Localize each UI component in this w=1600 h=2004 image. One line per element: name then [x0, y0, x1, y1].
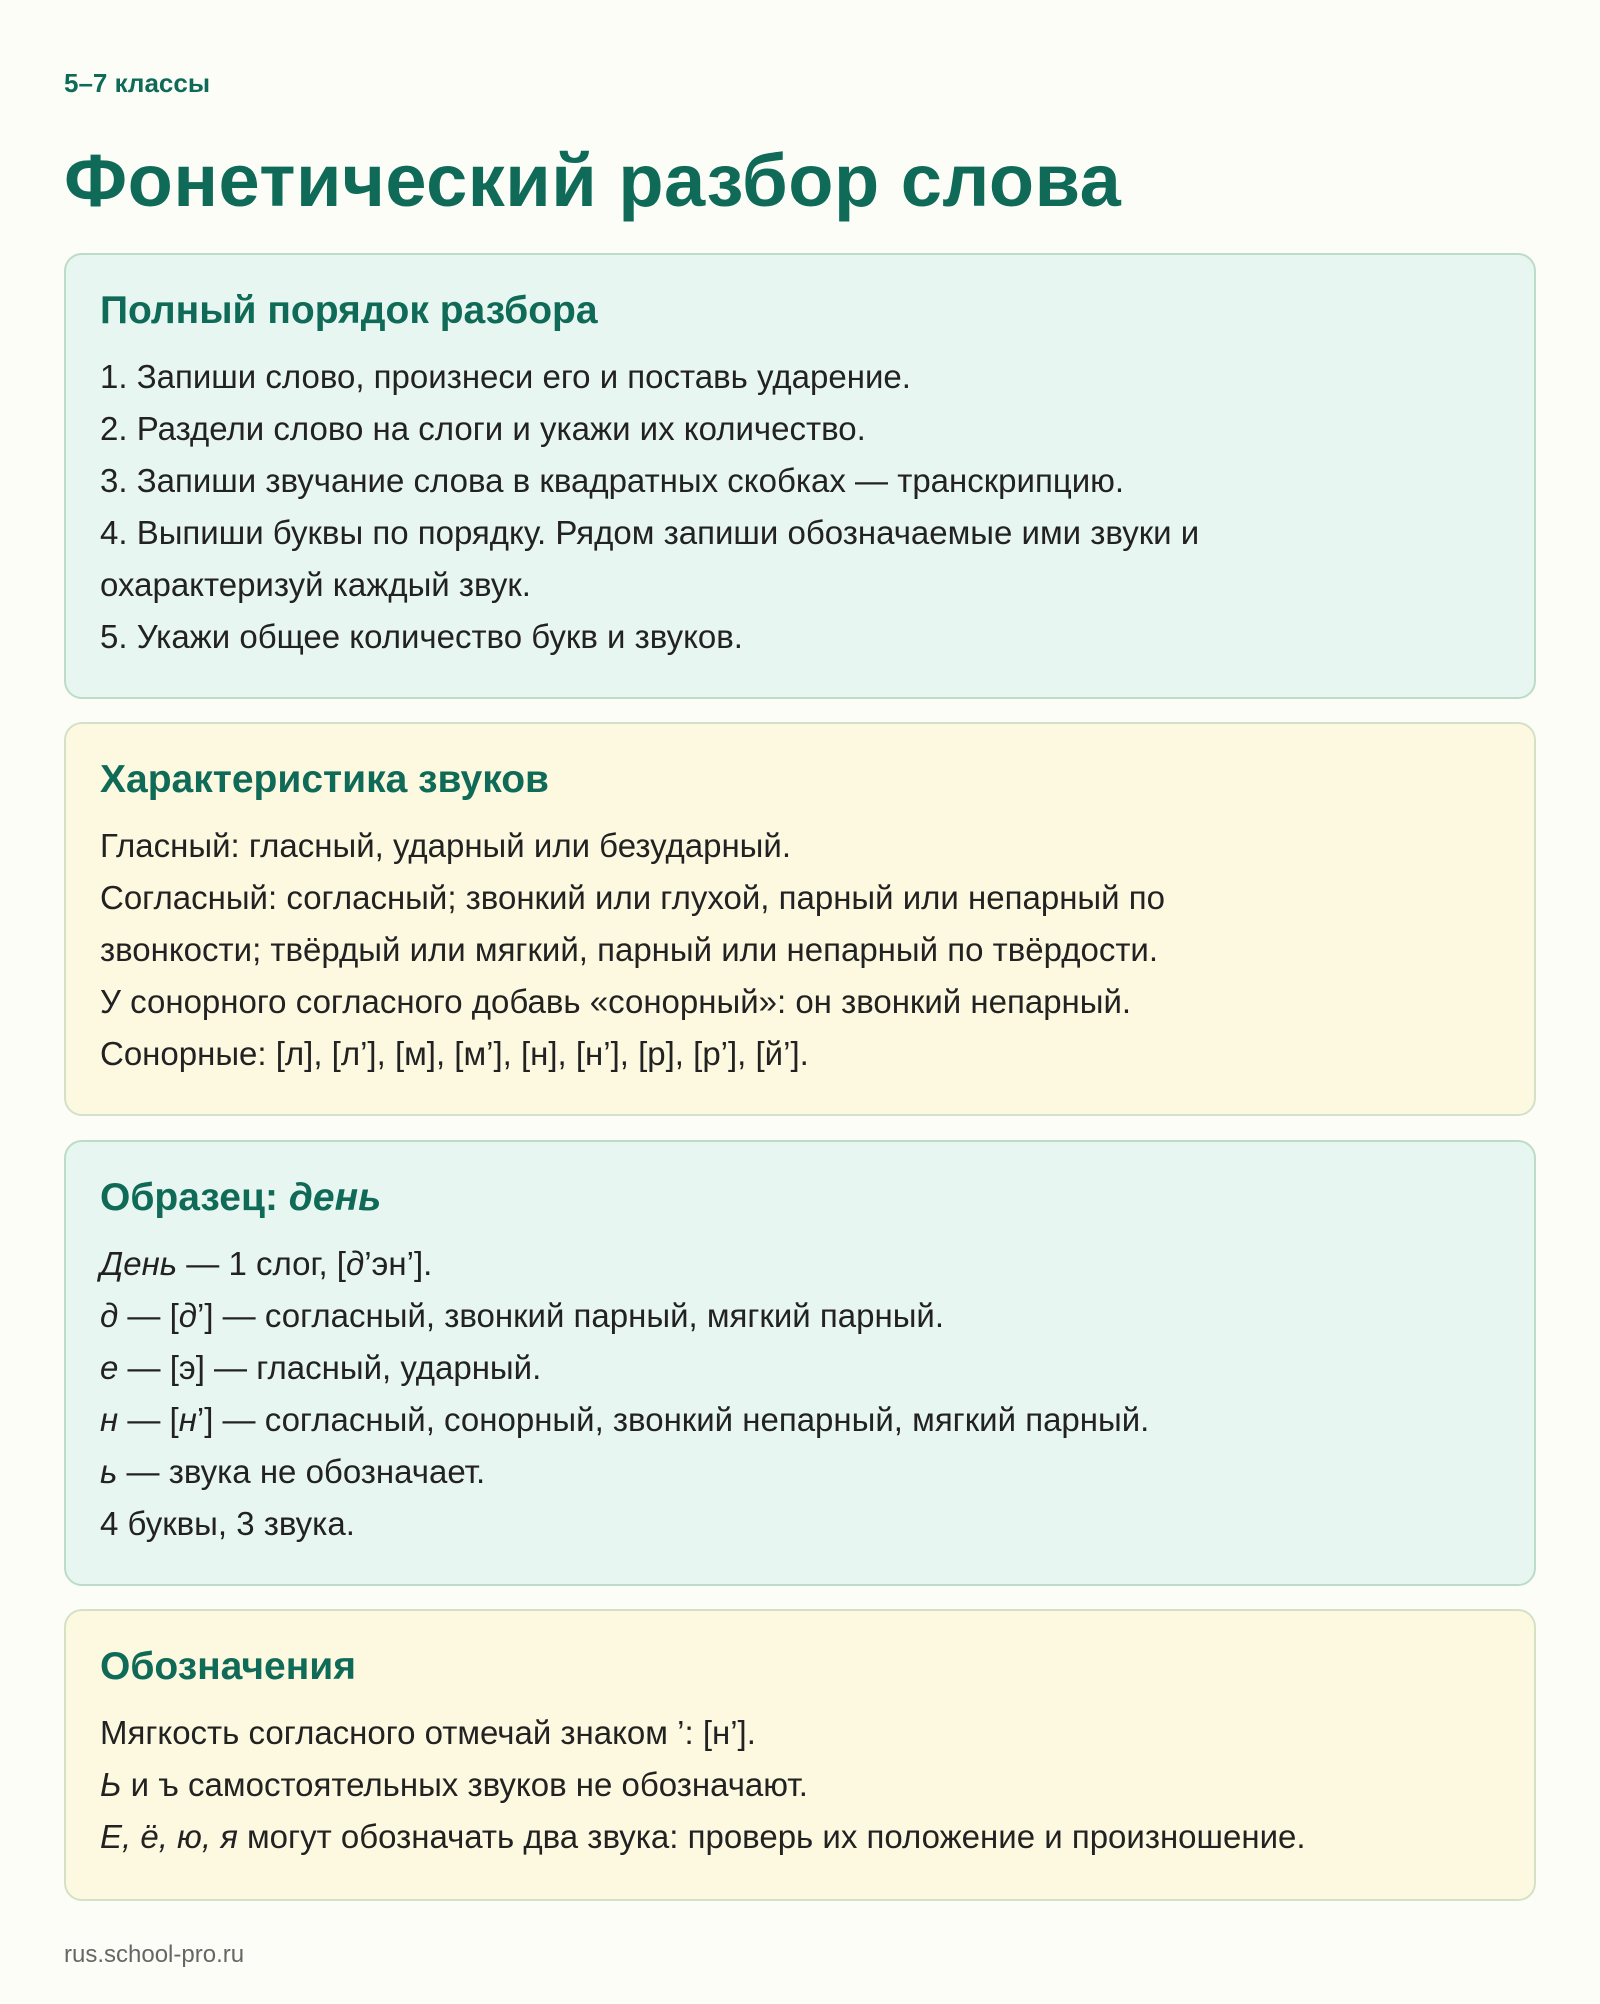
order-step: 2. Раздели слово на слоги и укажи их количество. — [100, 410, 866, 447]
order-step: 4. Выпиши буквы по порядку. Рядом запиши обозначаемые ими звуки и — [100, 514, 1200, 551]
sample-line — [100, 1394, 1500, 1446]
notation-heading: Обозначения — [100, 1645, 357, 1688]
order-step: 3. Запиши звучание слова в квадратных скобках — транскрипцию. — [100, 462, 1125, 499]
notation-italic: Ь — [100, 1766, 122, 1803]
order-heading: Полный порядок разбора — [100, 289, 598, 332]
sounds-line: У сонорного согласного добавь «сонорный»: он звонкий непарный. — [100, 983, 1132, 1020]
order-step: 5. Укажи общее количество букв и звуков. — [100, 618, 743, 655]
notation-text: и ъ самостоятельных звуков не обозначают. — [121, 1766, 808, 1803]
sample-heading — [100, 1176, 1500, 1220]
sample-text: — [э] — гласный, ударный. — [118, 1349, 542, 1386]
sample-text: 4 буквы, 3 звука. — [100, 1505, 355, 1542]
page-title: Фонетический разбор слова — [64, 139, 1122, 222]
sounds-line: Гласный: гласный, ударный или безударный. — [100, 827, 792, 864]
sample-italic: е — [100, 1349, 119, 1386]
notation-line — [100, 1759, 1500, 1811]
sample-italic: День — [100, 1245, 178, 1282]
order-step: 1. Запиши слово, произнеси его и поставь ударение. — [100, 358, 911, 395]
sample-italic: н — [100, 1401, 119, 1438]
sample-heading-label: Образец: — [100, 1176, 278, 1219]
notation-card — [64, 1609, 1536, 1901]
notation-line: Мягкость согласного отмечай знаком ’: [н’]. — [100, 1714, 756, 1751]
notation-text: могут обозначать два звука: проверь их положение и произношение. — [237, 1818, 1306, 1855]
sounds-line: звонкости; твёрдый или мягкий, парный или непарный по твёрдости. — [100, 931, 1159, 968]
sample-italic: д — [345, 1245, 365, 1282]
sample-text: ’] — согласный, звонкий парный, мягкий парный. — [197, 1297, 945, 1334]
notation-italic: Е, ё, ю, я — [100, 1818, 238, 1855]
sample-italic: ь — [100, 1453, 118, 1490]
sounds-line: Сонорные: [л], [л’], [м], [м’], [н], [н’], [р], [р’], [й’]. — [100, 1035, 809, 1072]
order-step: охарактеризуй каждый звук. — [100, 566, 531, 603]
sample-text: ’эн’]. — [364, 1245, 433, 1282]
sample-italic: д — [100, 1297, 119, 1334]
sample-line — [100, 1446, 1500, 1498]
sample-text: ’] — согласный, сонорный, звонкий непарный, мягкий парный. — [196, 1401, 1150, 1438]
sample-italic: д — [178, 1297, 198, 1334]
sounds-card — [64, 722, 1536, 1116]
sample-text: — 1 слог, [ — [177, 1245, 346, 1282]
sample-line — [100, 1290, 1500, 1342]
sample-heading-word: день — [288, 1176, 382, 1219]
sample-line — [100, 1238, 1500, 1290]
sample-line — [100, 1498, 1500, 1550]
sounds-heading: Характеристика звуков — [100, 758, 550, 801]
sounds-line: Согласный: согласный; звонкий или глухой, парный или непарный по — [100, 879, 1165, 916]
grade-label: 5–7 классы — [64, 68, 211, 98]
sample-text: — [ — [118, 1297, 179, 1334]
notation-line — [100, 1811, 1500, 1863]
sample-text: — звука не обозначает. — [117, 1453, 486, 1490]
sample-italic: н — [178, 1401, 197, 1438]
sample-card — [64, 1140, 1536, 1586]
order-card — [64, 253, 1536, 699]
footer-site: rus.school-pro.ru — [64, 1941, 245, 1968]
sample-text: — [ — [118, 1401, 179, 1438]
sample-line — [100, 1342, 1500, 1394]
